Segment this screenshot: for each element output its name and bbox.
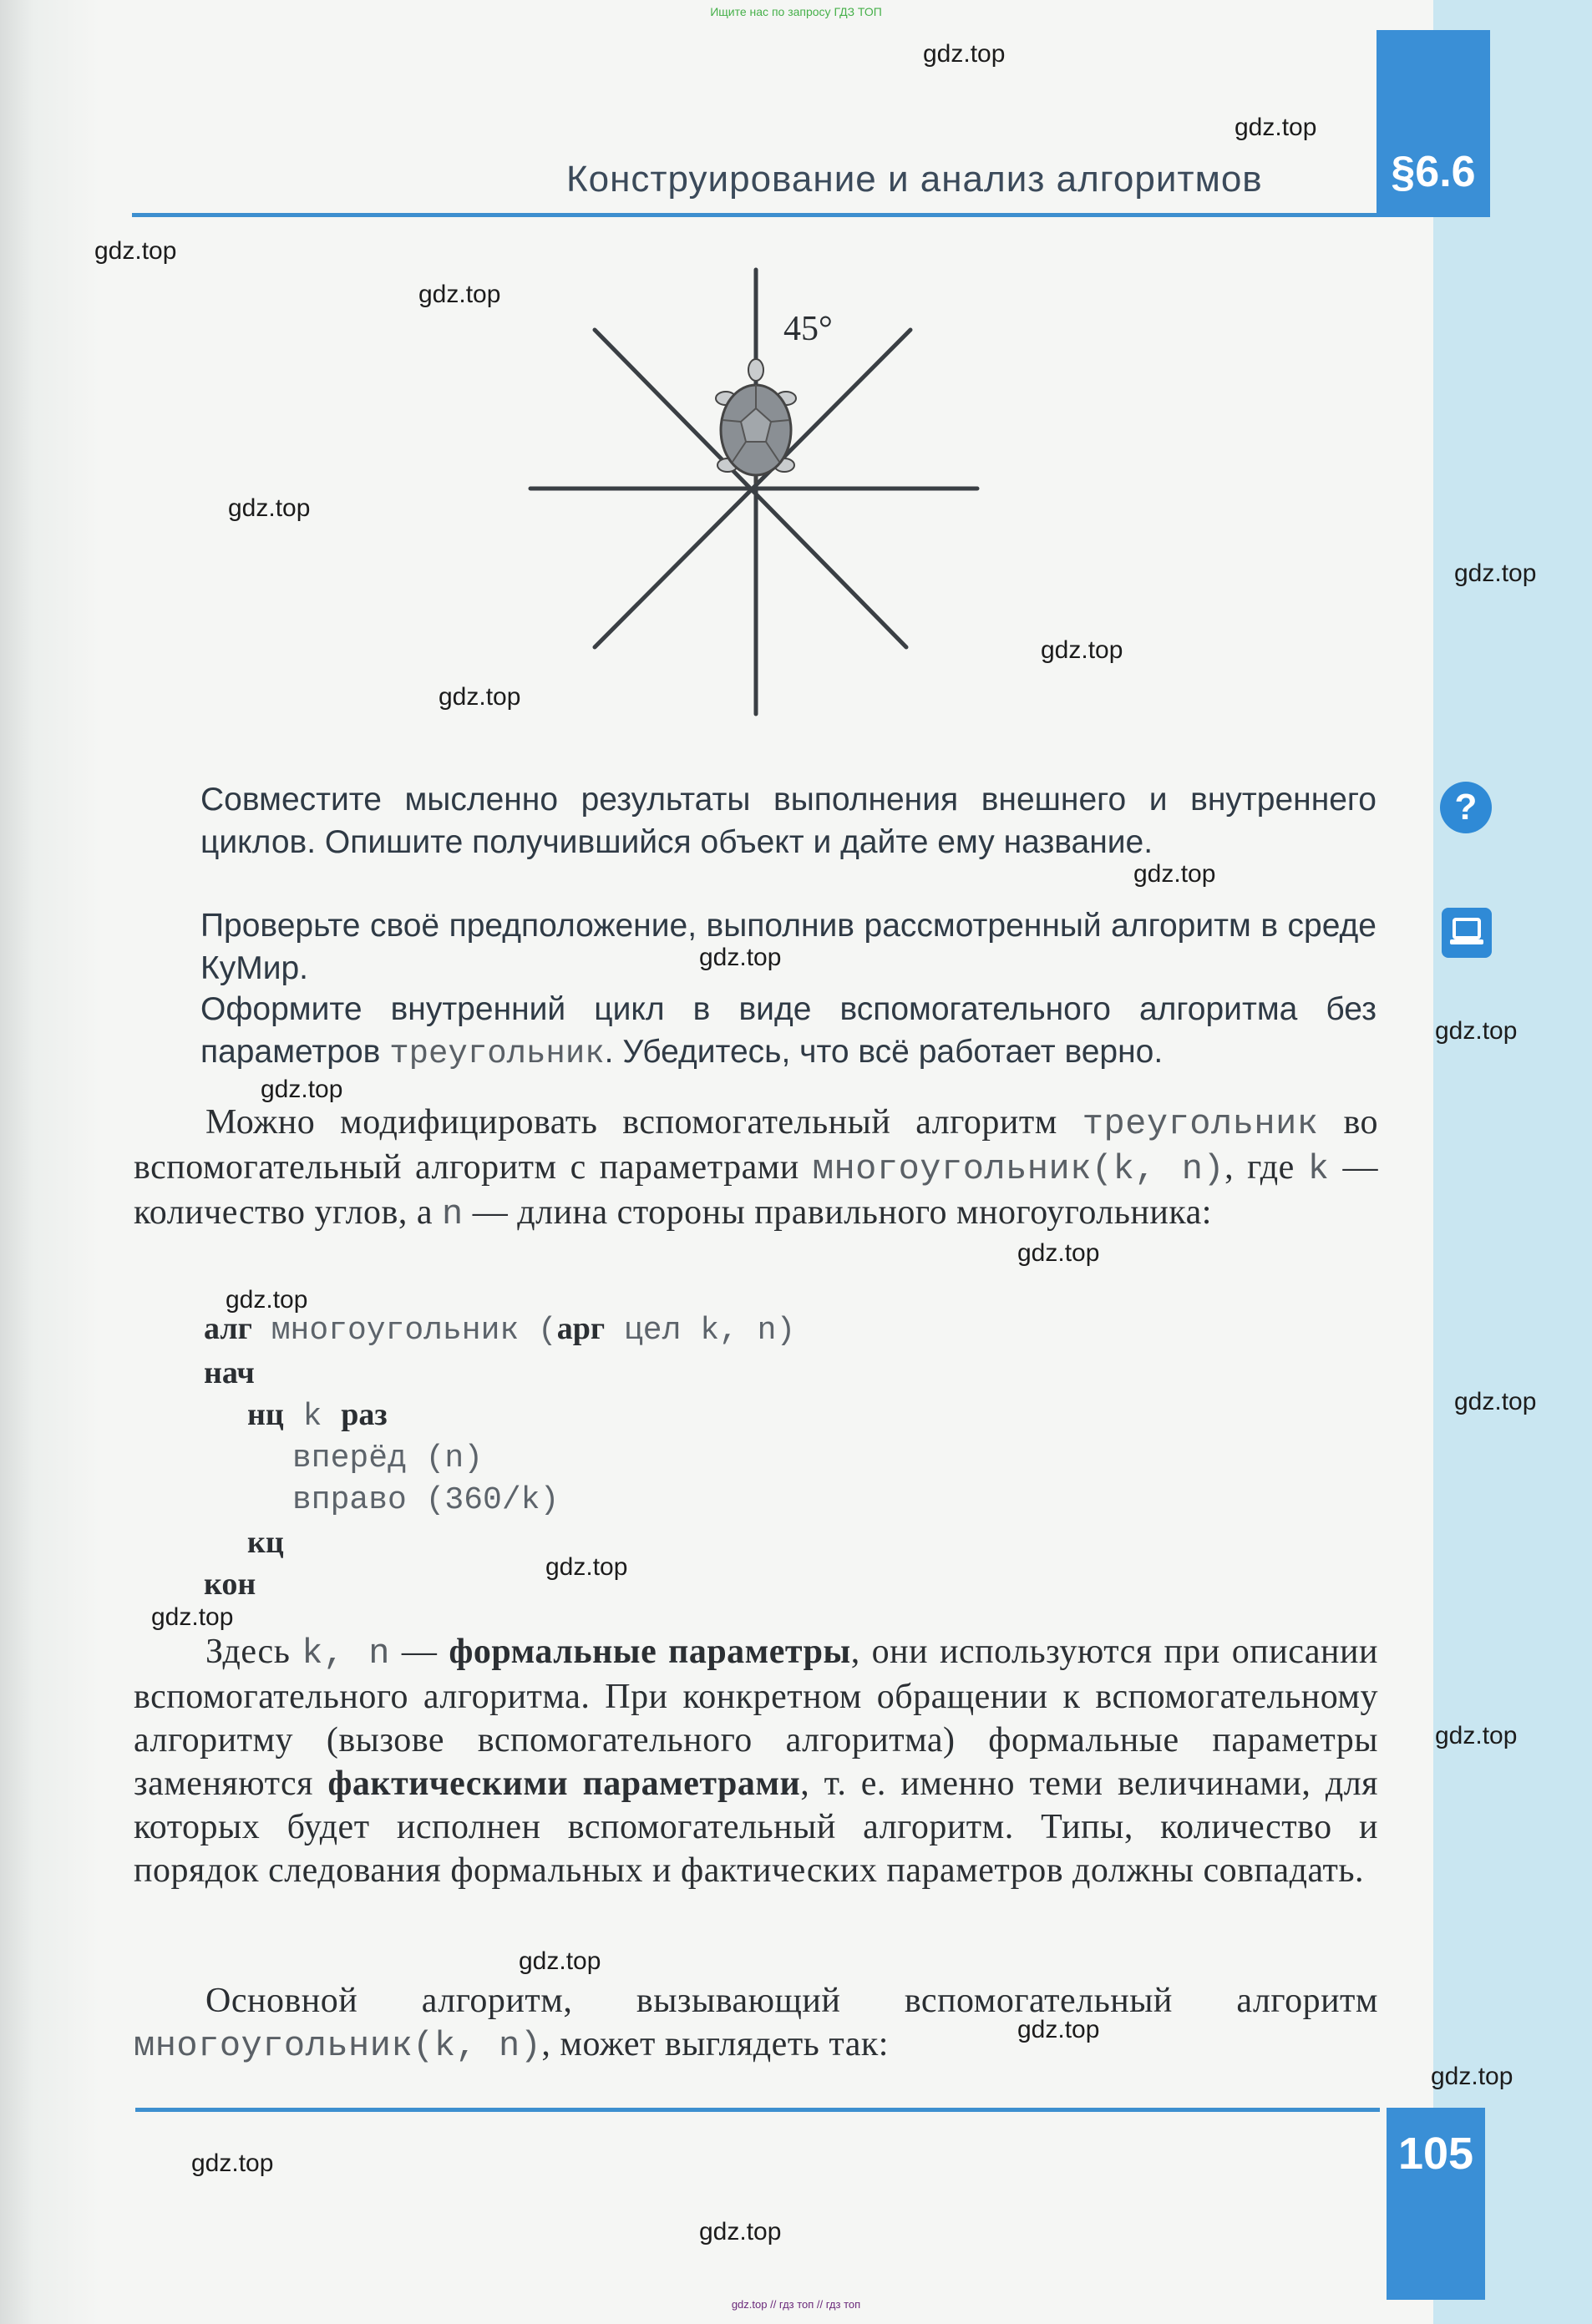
watermark: gdz.top <box>228 494 311 522</box>
task-3-text: Оформите внутренний цикл в виде вспомогательного алгоритма без параметров <box>200 991 1377 1070</box>
code-line-4: вперёд (n) <box>292 1440 484 1476</box>
code-inline: треугольник <box>1082 1104 1319 1144</box>
params-paragraph <box>134 1630 1378 1892</box>
task-1: Совместите мысленно результаты выполнения внешнего и внутреннего циклов. Опишите получившийся объект и дайте ему название. <box>200 782 1377 860</box>
text: , они используются при описании вспомогательного алгоритма. При конкретном обращении к вспомогательному алгоритму (вызове вспомогательного алгоритма) формальные параметры заменяются <box>134 1633 1378 1803</box>
text: , т. е. именно теми величинами, для которых будет исполнен вспомогательный алгоритм. Типы, количество и порядок следования формальных и фактических параметров должны совпадать. <box>134 1765 1378 1890</box>
text: Здесь <box>205 1633 302 1671</box>
watermark: gdz.top <box>1454 1388 1537 1415</box>
watermark: gdz.top <box>519 1947 601 1975</box>
main-paragraph <box>134 1979 1378 2068</box>
svg-text:?: ? <box>1454 787 1478 828</box>
task-3-tail: . Убедитесь, что всё работает верно. <box>604 1034 1164 1070</box>
watermark: gdz.top <box>1454 559 1537 587</box>
turtle-icon <box>716 359 796 484</box>
code-line-2 <box>204 1352 795 1394</box>
watermark: gdz.top <box>1017 2016 1100 2043</box>
term-formal: формальные параметры <box>449 1633 851 1671</box>
keyword: раз <box>341 1397 388 1432</box>
page-number: 105 <box>1397 2129 1474 2179</box>
code-text: цел k, n) <box>605 1313 796 1349</box>
side-strip <box>1433 0 1592 2324</box>
watermark: gdz.top <box>699 944 782 971</box>
term-actual: фактическими параметрами <box>327 1765 801 1803</box>
watermark: gdz.top <box>439 683 521 711</box>
watermark: gdz.top <box>418 281 501 308</box>
header-rule <box>132 213 1377 217</box>
text: , где <box>1224 1148 1308 1187</box>
watermark: gdz.top <box>94 237 177 265</box>
text: — количество углов, а <box>134 1148 1378 1232</box>
text: — длина стороны правильного многоугольника: <box>463 1193 1212 1232</box>
watermark: gdz.top <box>1431 2063 1513 2090</box>
question-icon[interactable] <box>1438 780 1493 835</box>
bottom-note[interactable]: gdz.top // гдз топ // гдз топ <box>731 2298 861 2311</box>
watermark: gdz.top <box>261 1076 343 1103</box>
code-inline: n <box>442 1194 464 1234</box>
code-inline: многоугольник(k, n) <box>134 2026 542 2066</box>
text: Можно модифицировать вспомогательный алгоритм <box>205 1103 1082 1142</box>
text: Основной алгоритм, вызывающий вспомогательный алгоритм <box>205 1982 1378 2020</box>
keyword: арг <box>556 1311 606 1346</box>
task-3-code: треугольник <box>389 1035 605 1072</box>
keyword: алг <box>204 1311 252 1346</box>
watermark: gdz.top <box>151 1603 234 1631</box>
text: , может выглядеть так: <box>541 2025 889 2063</box>
keyword: кон <box>204 1567 256 1602</box>
keyword: кц <box>247 1525 284 1560</box>
turtle-figure <box>518 263 986 718</box>
section-label: §6.6 <box>1391 148 1476 196</box>
text: — <box>390 1633 449 1671</box>
text: во вспомогательный алгоритм с параметрами <box>134 1103 1378 1187</box>
watermark: gdz.top <box>1235 114 1317 141</box>
watermark: gdz.top <box>191 2149 274 2177</box>
code-text: многоугольник ( <box>251 1313 557 1349</box>
watermark: gdz.top <box>226 1286 308 1314</box>
code-block <box>204 1308 795 1605</box>
keyword: нц <box>247 1397 284 1432</box>
page-title: Конструирование и анализ алгоритмов <box>566 159 1263 200</box>
watermark: gdz.top <box>699 2218 782 2246</box>
task-2: Проверьте своё предположение, выполнив рассмотренный алгоритм в среде КуМир. <box>200 908 1377 986</box>
watermark: gdz.top <box>1041 636 1123 664</box>
modify-paragraph <box>134 1101 1378 1236</box>
watermark: gdz.top <box>1435 1722 1518 1749</box>
watermark: gdz.top <box>1133 860 1216 888</box>
watermark: gdz.top <box>1435 1017 1518 1045</box>
watermark: gdz.top <box>545 1553 628 1581</box>
code-inline: k, n <box>302 1633 390 1673</box>
keyword: нач <box>204 1355 255 1390</box>
code-text: k <box>283 1399 342 1435</box>
code-inline: многоугольник(k, n) <box>812 1149 1225 1189</box>
code-inline: k <box>1307 1149 1330 1189</box>
watermark: gdz.top <box>923 40 1006 68</box>
footer-rule <box>135 2108 1380 2112</box>
code-line-3 <box>204 1394 795 1438</box>
task-3 <box>200 988 1377 1076</box>
watermark: gdz.top <box>1017 1239 1100 1267</box>
code-line-5: вправо (360/k) <box>292 1482 560 1518</box>
code-line-7 <box>204 1563 795 1605</box>
code-line-6 <box>204 1521 795 1563</box>
angle-label: 45° <box>783 310 833 348</box>
top-note[interactable]: Ищите нас по запросу ГДЗ ТОП <box>710 5 882 18</box>
computer-icon[interactable] <box>1440 906 1493 959</box>
